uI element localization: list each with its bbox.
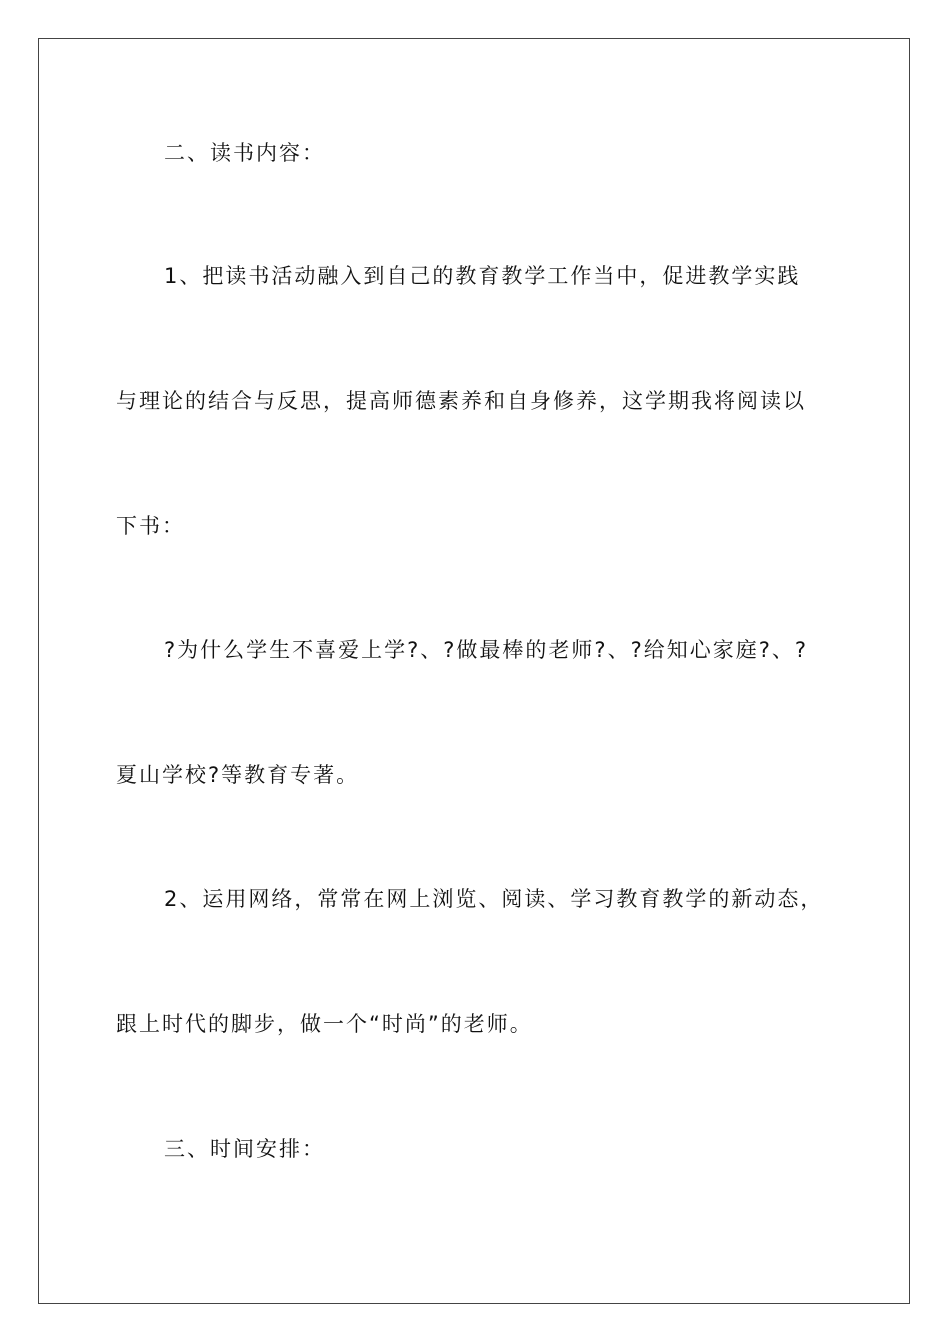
section-heading-schedule: 三、时间安排： <box>164 1137 325 1161</box>
paragraph-line: ?为什么学生不喜爱上学?、?做最棒的老师?、?给知心家庭?、? <box>164 638 809 662</box>
paragraph-line: 下书： <box>116 514 185 538</box>
paragraph-line: 与理论的结合与反思，提高师德素养和自身修养，这学期我将阅读以 <box>116 389 806 413</box>
page-frame <box>38 38 910 1304</box>
section-heading-reading-content: 二、读书内容： <box>164 141 325 165</box>
paragraph-line: 跟上时代的脚步，做一个“时尚”的老师。 <box>116 1012 533 1036</box>
paragraph-line: 2、运用网络，常常在网上浏览、阅读、学习教育教学的新动态， <box>164 887 824 911</box>
paragraph-line: 夏山学校?等教育专著。 <box>116 763 360 787</box>
paragraph-line: 1、把读书活动融入到自己的教育教学工作当中，促进教学实践 <box>164 264 801 288</box>
